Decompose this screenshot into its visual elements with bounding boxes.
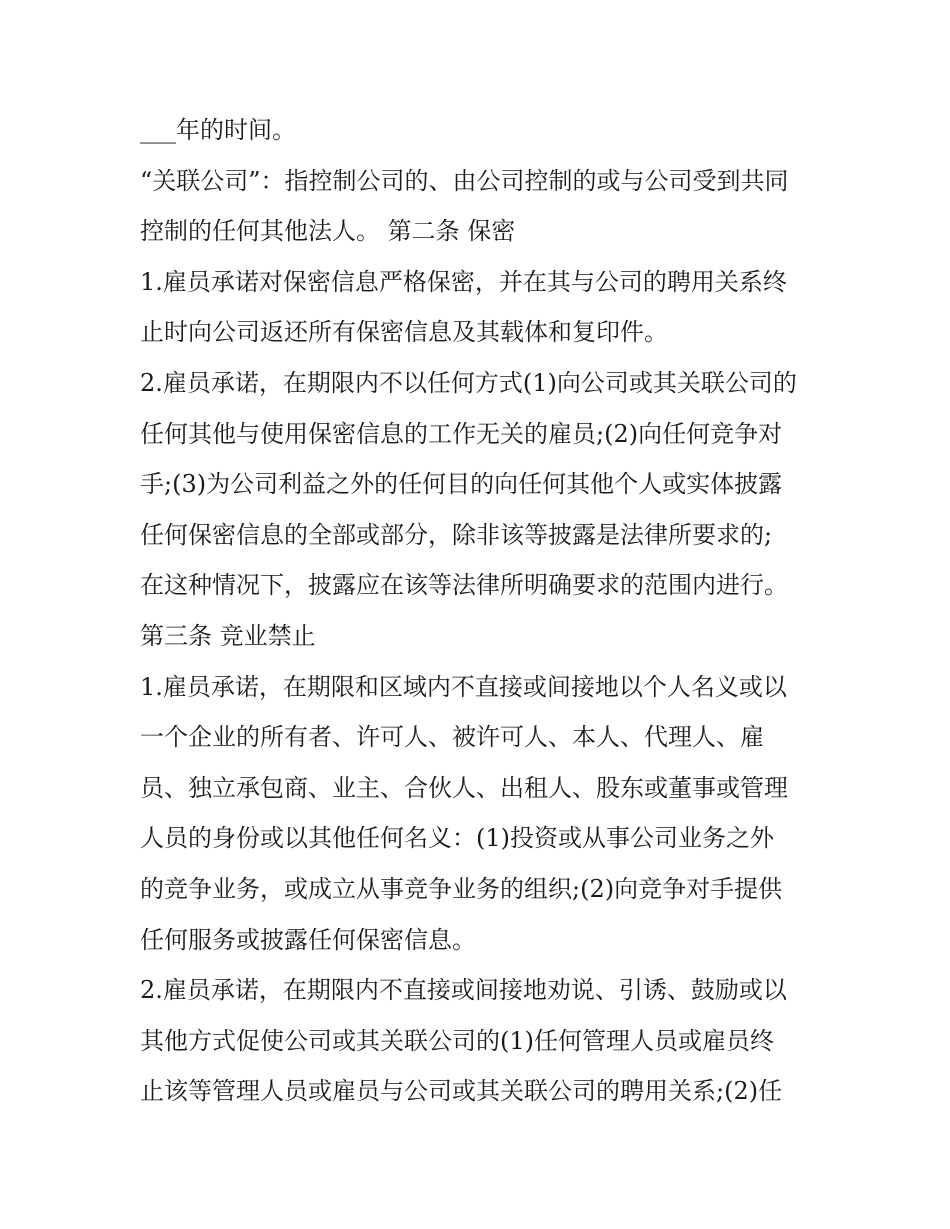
text-line: 人员的身份或以其他任何名义：(1)投资或从事公司业务之外	[140, 824, 774, 853]
text-line: 控制的任何其他法人。 第二条 保密	[140, 217, 516, 246]
text-line: 在这种情况下，披露应在该等法律所明确要求的范围内进行。	[140, 571, 788, 600]
text-line: “关联公司”：指控制公司的、由公司控制的或与公司受到共同	[140, 166, 789, 195]
text-line: 其他方式促使公司或其关联公司的(1)任何管理人员或雇员终	[140, 1026, 774, 1055]
section-heading: 第三条 竞业禁止	[140, 621, 316, 650]
text-line: 1.雇员承诺，在期限和区域内不直接或间接地以个人名义或以	[140, 672, 787, 701]
text-line: 一个企业的所有者、许可人、被许可人、本人、代理人、雇	[140, 723, 764, 752]
text-line: 2.雇员承诺，在期限内不直接或间接地劝说、引诱、鼓励或以	[140, 976, 787, 1005]
text-line: 止该等管理人员或雇员与公司或其关联公司的聘用关系;(2)任	[140, 1077, 783, 1106]
text-line: 1.雇员承诺对保密信息严格保密，并在其与公司的聘用关系终	[140, 267, 787, 296]
text-line: 任何其他与使用保密信息的工作无关的雇员;(2)向任何竞争对	[140, 419, 783, 448]
text-line: 手;(3)为公司利益之外的任何目的向任何其他个人或实体披露	[140, 470, 783, 499]
text-line: 止时向公司返还所有保密信息及其载体和复印件。	[140, 318, 668, 347]
text-line: 的竞争业务，或成立从事竞争业务的组织;(2)向竞争对手提供	[140, 874, 783, 903]
text-line: 任何保密信息的全部或部分，除非该等披露是法律所要求的;	[140, 520, 773, 549]
text-line: 员、独立承包商、业主、合伙人、出租人、股东或董事或管理	[140, 773, 788, 802]
text-line: 2.雇员承诺，在期限内不以任何方式(1)向公司或其关联公司的	[140, 368, 797, 397]
text-line: 任何服务或披露任何保密信息。	[140, 925, 476, 954]
text-line: ___年的时间。	[140, 116, 296, 144]
document-body	[140, 110, 820, 1122]
